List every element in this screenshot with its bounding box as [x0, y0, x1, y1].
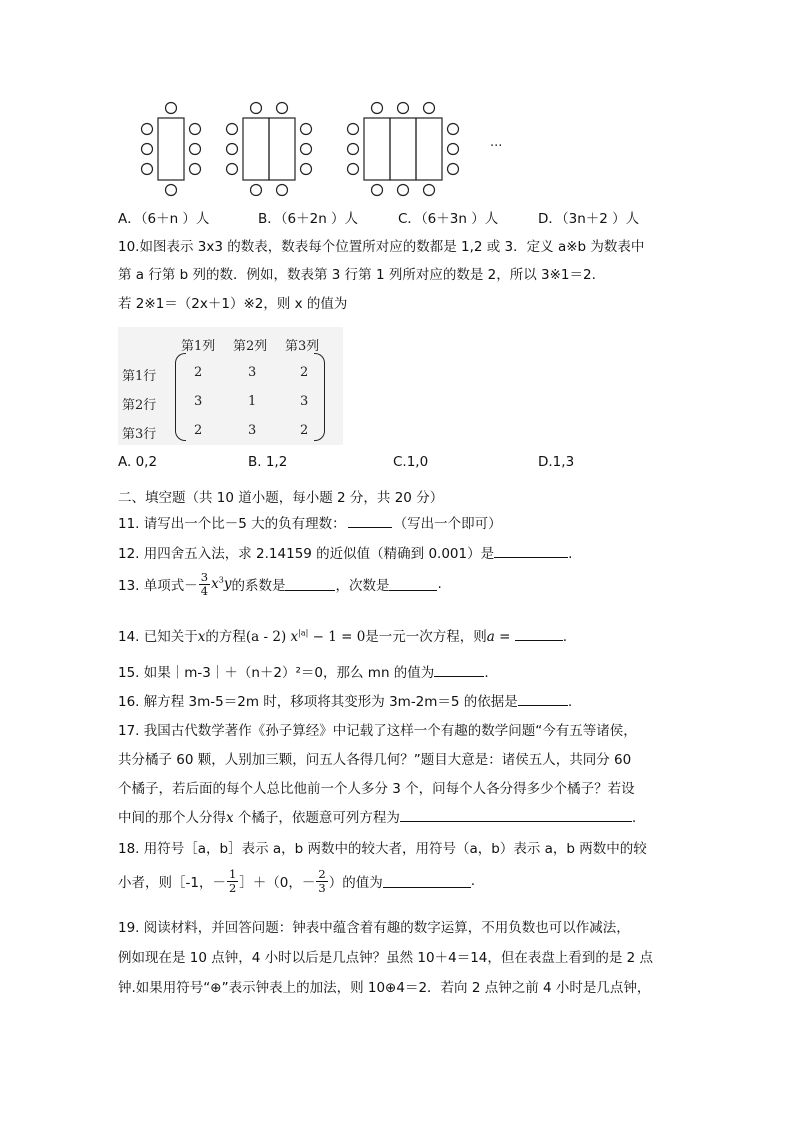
answer-blank-degree[interactable]: [389, 578, 437, 591]
tables-chairs-figure: [130, 98, 530, 198]
table-2b: [269, 118, 295, 180]
fraction: $\frac{3}{4}$: [200, 570, 209, 598]
answer-blank[interactable]: [400, 809, 632, 822]
row-header-3: 第3行: [122, 427, 157, 442]
col-header-1: 第1列: [181, 339, 216, 354]
table-1: [158, 118, 184, 180]
cell: 2: [194, 365, 203, 380]
q10-line2: 第 a 行第 b 列的数．例如，数表第 3 行第 1 列所对应的数是 2，所以 3※1＝2.: [118, 267, 596, 283]
col-header-3: 第3列: [285, 339, 320, 354]
q15: 15. 如果｜m-3｜＋（n＋2）²＝0，那么 mn 的值为 .: [118, 665, 489, 681]
q9-option-c: C．（6＋3n ）人: [398, 211, 499, 227]
q19-line3: 钟.如果用符号“⊕”表示钟表上的加法，则 10⊕4＝2．若向 2 点钟之前 4 小时是几点钟，: [118, 980, 651, 996]
q9-option-a: A．（6＋n ）人: [118, 211, 210, 227]
answer-blank[interactable]: [348, 515, 392, 528]
answer-blank[interactable]: [518, 693, 568, 706]
cell: 1: [248, 394, 257, 409]
table-3c: [416, 118, 442, 180]
row-header-1: 第1行: [122, 369, 157, 384]
cell: 3: [300, 394, 309, 409]
q17-line2: 共分橘子 60 颗，人别加三颗，问五人各得几何？”题目大意是：诸侯五人，共同分 60: [118, 752, 632, 768]
q10-option-a: A. 0,2: [118, 454, 158, 470]
q9-option-d: D．（3n＋2 ）人: [538, 211, 640, 227]
q11: 11. 请写出一个比－5 大的负有理数： （写出一个即可）: [118, 516, 502, 532]
right-bracket: [314, 353, 325, 441]
q18-line1: 18. 用符号［a，b］表示 a，b 两数中的较大者，用符号（a，b）表示 a，b 两数中的较: [118, 841, 647, 857]
q10-option-b: B. 1,2: [248, 454, 288, 470]
q10-option-c: C.1,0: [393, 454, 429, 470]
cell: 2: [194, 423, 203, 438]
q19-line1: 19. 阅读材料，并回答问题：钟表中蕴含着有趣的数字运算，不用负数也可以作减法，: [118, 920, 630, 936]
cell: 2: [300, 423, 309, 438]
answer-blank[interactable]: [383, 875, 471, 888]
q17-line3: 个橘子，若后面的每个人总比他前一个人多分 3 个，问每个人各分得多少个橘子？若设: [118, 781, 635, 797]
cell: 3: [194, 394, 203, 409]
q14: 14. 已知关于x的方程(a - 2) $x^{|a|} - 1 = 0$是一元一次方程，则a = .: [118, 628, 568, 645]
cell: 3: [248, 365, 257, 380]
q12: 12. 用四舍五入法，求 2.14159 的近似值（精确到 0.001）是 .: [118, 546, 573, 562]
fraction: $\frac{1}{2}$: [228, 867, 237, 895]
figure-ellipsis: ···: [490, 139, 503, 154]
row-header-2: 第2行: [122, 398, 157, 413]
answer-blank-coefficient[interactable]: [285, 578, 335, 591]
answer-blank[interactable]: [515, 628, 563, 641]
answer-blank[interactable]: [494, 545, 568, 558]
left-bracket: [175, 353, 186, 441]
table-3a: [364, 118, 390, 180]
q18-line2: 小者，则［-1，－ $\frac{1}{2}$ ］＋（0，－ $\frac{2}{3}$ ）的值为 .: [118, 867, 476, 895]
cell: 3: [248, 423, 257, 438]
fraction: $\frac{2}{3}$: [318, 867, 326, 895]
q10-line1: 10.如图表示 3x3 的数表，数表每个位置所对应的数都是 1,2 或 3．定义 a※b 为数表中: [118, 239, 645, 255]
table-3b: [390, 118, 416, 180]
q10-line3: 若 2※1＝（2x＋1）※2，则 x 的值为: [118, 296, 348, 312]
table-2a: [243, 118, 269, 180]
q19-line2: 例如现在是 10 点钟，4 小时以后是几点钟？虽然 10＋4＝14，但在表盘上看到的是 2 点: [118, 950, 654, 966]
cell: 2: [300, 365, 309, 380]
q16: 16. 解方程 3m-5＝2m 时，移项将其变形为 3m-2m＝5 的依据是 .: [118, 694, 573, 710]
section-title: 二、填空题（共 10 道小题，每小题 2 分，共 20 分）: [118, 490, 444, 506]
q17-line4: 中间的那个人分得x 个橘子，依题意可列方程为 .: [118, 810, 637, 826]
q9-option-b: B．（6＋2n ）人: [258, 211, 359, 227]
q17-line1: 17. 我国古代数学著作《孙子算经》中记载了这样一个有趣的数学问题“今有五等诸侯，: [118, 723, 637, 739]
answer-blank[interactable]: [434, 664, 484, 677]
q13: 13. 单项式－ $\frac{3}{4}$ $x^3y$的系数是 ，次数是 .: [118, 570, 442, 598]
number-table: [118, 327, 343, 445]
col-header-2: 第2列: [233, 339, 268, 354]
q10-option-d: D.1,3: [538, 454, 575, 470]
